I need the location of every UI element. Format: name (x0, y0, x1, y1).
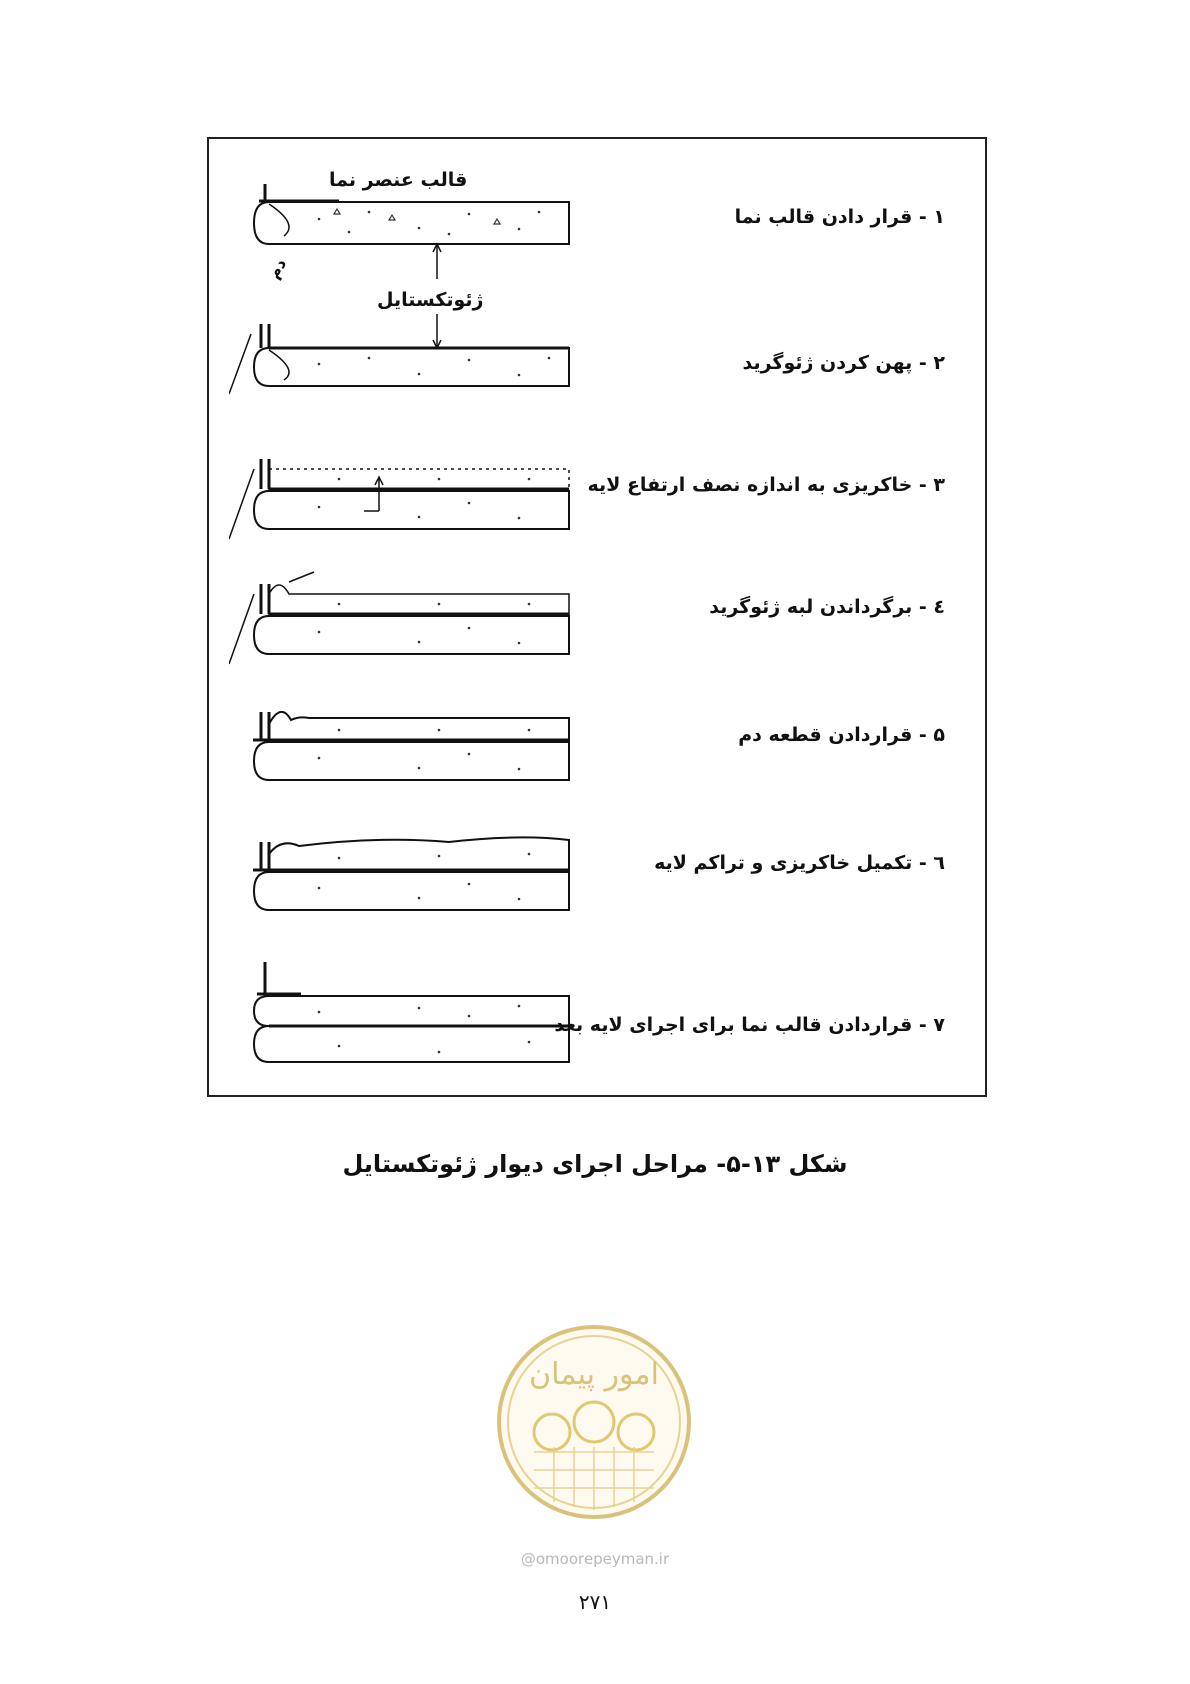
step-3-diagram (229, 439, 589, 549)
step-7-label: ۷ - قراردادن قالب نما برای اجرای لایه بعد (554, 1014, 945, 1036)
step-6-diagram (229, 824, 589, 934)
step-3-label: ۳ - خاکریزی به اندازه نصف ارتفاع لایه (587, 474, 945, 496)
step-7-diagram (229, 954, 589, 1084)
svg-text:امور پیمان: امور پیمان (529, 1357, 659, 1392)
watermark-url: @omoorepeyman.ir (520, 1550, 670, 1568)
step-1 (209, 184, 985, 294)
step-5 (209, 694, 985, 804)
step-7 (209, 954, 985, 1084)
step-1-diagram (229, 184, 589, 294)
step-2 (209, 314, 985, 424)
step-4-diagram (229, 564, 589, 674)
step-4 (209, 564, 985, 674)
step-6 (209, 824, 985, 934)
page-number: ۲۷۱ (578, 1590, 612, 1614)
figure-caption: شکل ۱۳-۵- مراحل اجرای دیوار ژئوتکستایل (342, 1150, 848, 1178)
step-1-label: ۱ - قرار دادن قالب نما (734, 206, 945, 228)
step-5-diagram (229, 694, 589, 804)
callout-geotextile: ژئوتکستایل (377, 289, 484, 311)
step-5-label: ۵ - قراردادن قطعه دم (738, 724, 945, 746)
callout-facing-form: قالب عنصر نما (329, 169, 468, 191)
figure-frame (207, 137, 987, 1097)
step-4-label: ٤ - برگرداندن لبه ژئوگرید (709, 596, 945, 618)
step-6-label: ٦ - تکمیل خاکریزی و تراکم لایه (654, 852, 945, 874)
callout-tail: دم (263, 255, 291, 282)
step-2-diagram (229, 314, 589, 424)
step-3 (209, 439, 985, 549)
step-2-label: ۲ - پهن کردن ژئوگرید (742, 352, 945, 374)
watermark-logo (494, 1322, 694, 1522)
